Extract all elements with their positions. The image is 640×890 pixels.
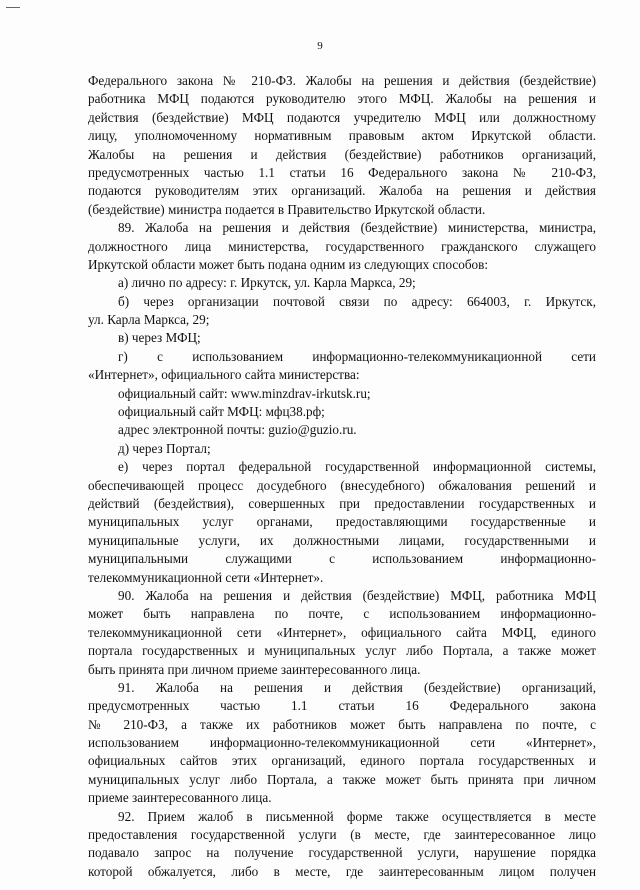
text-line: использованием информационно-телекоммуникационной сети «Интернет», (88, 735, 596, 751)
text-line: адрес электронной почты: guzio@guzio.ru. (118, 422, 357, 438)
text-line: работника МФЦ подаются руководителю этого МФЦ. Жалобы на решения и (88, 91, 596, 107)
text-line: 90. Жалоба на решения и действия (бездействие) МФЦ, работника МФЦ (118, 587, 596, 603)
text-line: действий (бездействия), совершенных при предоставлении государственных и (88, 495, 596, 511)
text-line: муниципальными служащими с использованием информационно- (88, 551, 596, 567)
text-line: муниципальные услуги, их должностными лицами, государственными и (88, 532, 596, 548)
scan-edge-mark (6, 7, 20, 8)
text-line: лицу, уполномоченному нормативным правовым актом Иркутской области. (88, 128, 596, 144)
text-line: действия (бездействие) МФЦ подаются учредителю МФЦ или должностному (88, 109, 596, 125)
text-line: муниципальных услуг либо Портала, а также может быть принята при личном (88, 771, 596, 787)
page-number: 9 (317, 40, 323, 52)
text-line: а) лично по адресу: г. Иркутск, ул. Карла Маркса, 29; (118, 275, 416, 291)
text-line: е) через портал федеральной государственной информационной системы, (118, 459, 596, 475)
text-line: быть принята при личном приеме заинтересованного лица. (88, 661, 421, 677)
text-line: подавало запрос на получение государственной услуги, нарушение порядка (88, 845, 596, 861)
text-line: телекоммуникационной сети «Интернет», официального сайта МФЦ, единого (88, 624, 596, 640)
text-line: официальных сайтов этих организаций, единого портала государственных и (88, 753, 596, 769)
text-line: подаются руководителям этих организаций. Жалоба на решения и действия (88, 183, 596, 199)
document-body (88, 72, 596, 881)
text-line: «Интернет», официального сайта министерства: (88, 367, 360, 383)
text-line: портала государственных и муниципальных услуг либо Портала, а также может (88, 643, 596, 659)
text-line: д) через Портал; (118, 440, 211, 456)
text-line: Иркутской области может быть подана одним из следующих способов: (88, 256, 489, 272)
text-line: обеспечивающей процесс досудебного (внесудебного) обжалования решений и (88, 477, 596, 493)
text-line: официальный сайт МФЦ: мфц38.рф; (118, 404, 325, 420)
text-line: № 210-ФЗ, а также их работников может быть направлена по почте, с (88, 716, 596, 732)
text-line: приеме заинтересованного лица. (88, 790, 272, 806)
text-line: предоставления государственной услуги (в месте, где заинтересованное лицо (88, 827, 596, 843)
text-line: 91. Жалоба на решения и действия (бездействие) организаций, (118, 679, 596, 695)
text-line: Жалобы на решения и действия (бездействие) работников организаций, (88, 146, 596, 162)
text-line: может быть направлена по почте, с использованием информационно- (88, 606, 596, 622)
text-line: 89. Жалоба на решения и действия (бездействие) министерства, министра, (118, 220, 596, 236)
text-line: муниципальных услуг органами, предоставляющими государственные и (88, 514, 596, 530)
text-line: (бездействие) министра подается в Правительство Иркутской области. (88, 201, 486, 217)
text-line: г) с использованием информационно-телекоммуникационной сети (118, 348, 596, 364)
text-line: ул. Карла Маркса, 29; (88, 312, 210, 328)
text-line: предусмотренных частью 1.1 статьи 16 Федерального закона № 210-ФЗ, (88, 164, 596, 180)
text-line: официальный сайт: www.minzdrav-irkutsk.ru; (118, 385, 371, 401)
text-line: Федерального закона № 210-ФЗ. Жалобы на решения и действия (бездействие) (88, 73, 596, 88)
text-line: б) через организации почтовой связи по адресу: 664003, г. Иркутск, (118, 293, 596, 309)
text-line: в) через МФЦ; (118, 330, 201, 346)
text-line: телекоммуникационной сети «Интернет». (88, 569, 324, 585)
text-line: должностного лица министерства, государственного гражданского служащего (88, 238, 596, 254)
text-line: предусмотренных частью 1.1 статьи 16 Федерального закона (88, 698, 596, 714)
text-line: которой обжалуется, либо в месте, где заинтересованным лицом получен (88, 863, 596, 879)
text-line: 92. Прием жалоб в письменной форме также осуществляется в месте (118, 808, 596, 824)
